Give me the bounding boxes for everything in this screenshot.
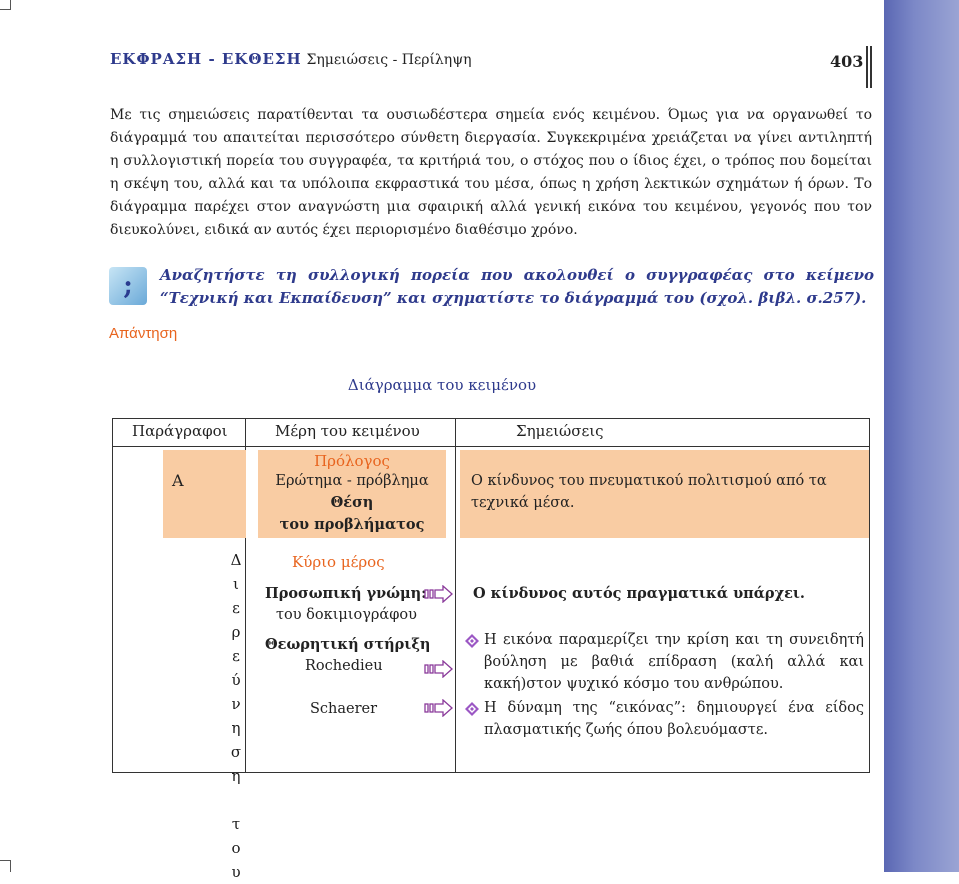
vertical-letter: ο: [231, 839, 241, 857]
answer-label: Απάντηση: [109, 325, 178, 342]
vertical-letter: ε: [232, 647, 240, 665]
running-header: [110, 50, 472, 68]
vertical-letter: ρ: [231, 623, 241, 641]
arrow-right-icon: [424, 585, 454, 603]
prologue-thesis-sub: του προβλήματος: [279, 516, 425, 533]
diagram-title: Διάγραμμα του κειμένου: [347, 376, 537, 394]
column-header-parts: Μέρη του κειμένου: [275, 422, 420, 440]
bullet-note: Η δύναμη της “εικόνας”: δημιουργεί ένα είδος πλασματικής ζωής όπου βολευόμαστε.: [484, 700, 864, 738]
vertical-letter: ε: [232, 599, 240, 617]
intro-paragraph: Με τις σημειώσεις παρατίθενται τα ουσιωδέστερα σημεία ενός κειμένου. Όμως για να οργανωθεί το διάγραμμά του απαιτείται περισσότερο σύνθετη διεργασία. Συγκεκριμένα χρειάζεται να γίνει αντιληπτή η συλλογιστική πορεία του συγγραφέα, τα κριτήριά του, ο στόχος που ο ίδιος έχει, ο τρόπος που δομείται η σκέψη του, αλλά και τα υπόλοιπα εκφραστικά του μέσα, όπως η χρήση λεκτικών σχημάτων ή όρων. Το διάγραμμα παρέχει στον αναγνώστη μια σφαιρική αλλά γενική εικόνα του κειμένου, γεγονός που τον διευκολύνει, ειδικά αν αυτός έχει περιορισμένο διαθέσιμο χρόνο.: [110, 107, 872, 238]
theory-support: Θεωρητική στήριξη: [265, 636, 431, 653]
vertical-letter: ι: [233, 575, 239, 593]
table-right-border: [869, 418, 870, 773]
vertical-letter: ύ: [231, 671, 241, 689]
vertical-letter: η: [231, 767, 241, 785]
author-rochedieu: Rochedieu: [305, 658, 383, 674]
page-side-band: [884, 0, 959, 872]
page-number-rule: [870, 46, 872, 88]
question-mark-glyph: ;: [123, 271, 133, 301]
prologue-parts: [258, 452, 446, 536]
personal-opinion-sub: του δοκιμιογράφου: [276, 607, 417, 623]
author-schaerer: Schaerer: [310, 701, 378, 717]
crop-mark: [10, 860, 11, 872]
diamond-bullet-icon: [465, 702, 479, 716]
semicolon-question-icon: [109, 267, 147, 305]
column-header-notes: Σημειώσεις: [516, 422, 604, 440]
main-paragraph-vertical-label: [228, 548, 244, 884]
table-top-rule: [112, 418, 870, 419]
prologue-note: Ο κίνδυνος του πνευματικού πολιτισμού από τα τεχνικά μέσα.: [471, 473, 827, 511]
page-number-rule: [866, 46, 868, 88]
vertical-letter: τ: [231, 815, 241, 833]
exercise-question: Αναζητήστε τη συλλογική πορεία που ακολουθεί ο συγγραφέας στο κείμενο “Τεχνική και Εκπαίδευση” και σχηματίστε το διάγραμμά του (σχολ. βιβλ. σ.257).: [160, 266, 874, 307]
prologue-paragraph-letter: Α: [172, 471, 184, 490]
section-title: ΕΚΦΡΑΣΗ - ΕΚΘΕΣΗ: [110, 50, 302, 68]
table-header-rule: [112, 446, 870, 447]
vertical-letter: Δ: [230, 551, 242, 569]
vertical-letter: η: [231, 719, 241, 737]
table-left-border: [112, 418, 113, 773]
crop-mark: [10, 0, 11, 10]
vertical-letter: σ: [230, 743, 242, 761]
column-header-paragraphs: Παράγραφοι: [132, 422, 228, 440]
prologue-heading: Πρόλογος: [314, 452, 390, 470]
page-number: 403: [830, 52, 864, 71]
diamond-bullet-icon: [465, 634, 479, 648]
vertical-letter: υ: [231, 863, 241, 881]
main-heading: Κύριο μέρος: [292, 553, 385, 571]
section-subtitle: Σημειώσεις - Περίληψη: [306, 52, 472, 68]
prologue-thesis: Θέση: [330, 494, 374, 511]
arrow-right-icon: [424, 660, 454, 678]
prologue-paragraph-cell: [163, 450, 246, 538]
vertical-letter: ν: [231, 695, 241, 713]
crop-mark: [0, 9, 10, 10]
main-note: Ο κίνδυνος αυτός πραγματικά υπάρχει.: [473, 585, 805, 602]
table-bottom-rule: [112, 772, 870, 773]
arrow-right-icon: [424, 699, 454, 717]
personal-opinion: Προσωπική γνώμη:: [265, 585, 427, 602]
prologue-line: Ερώτημα - πρόβλημα: [275, 473, 429, 489]
bullet-note: Η εικόνα παραμερίζει την κρίση και τη συνειδητή βούληση με βαθιά επίδραση (καλή αλλά και κακή)στον ψυχικό κόσμο του ανθρώπου.: [484, 632, 864, 692]
vertical-letter: [228, 788, 244, 812]
table-col-divider: [455, 418, 456, 773]
crop-mark: [0, 860, 10, 861]
